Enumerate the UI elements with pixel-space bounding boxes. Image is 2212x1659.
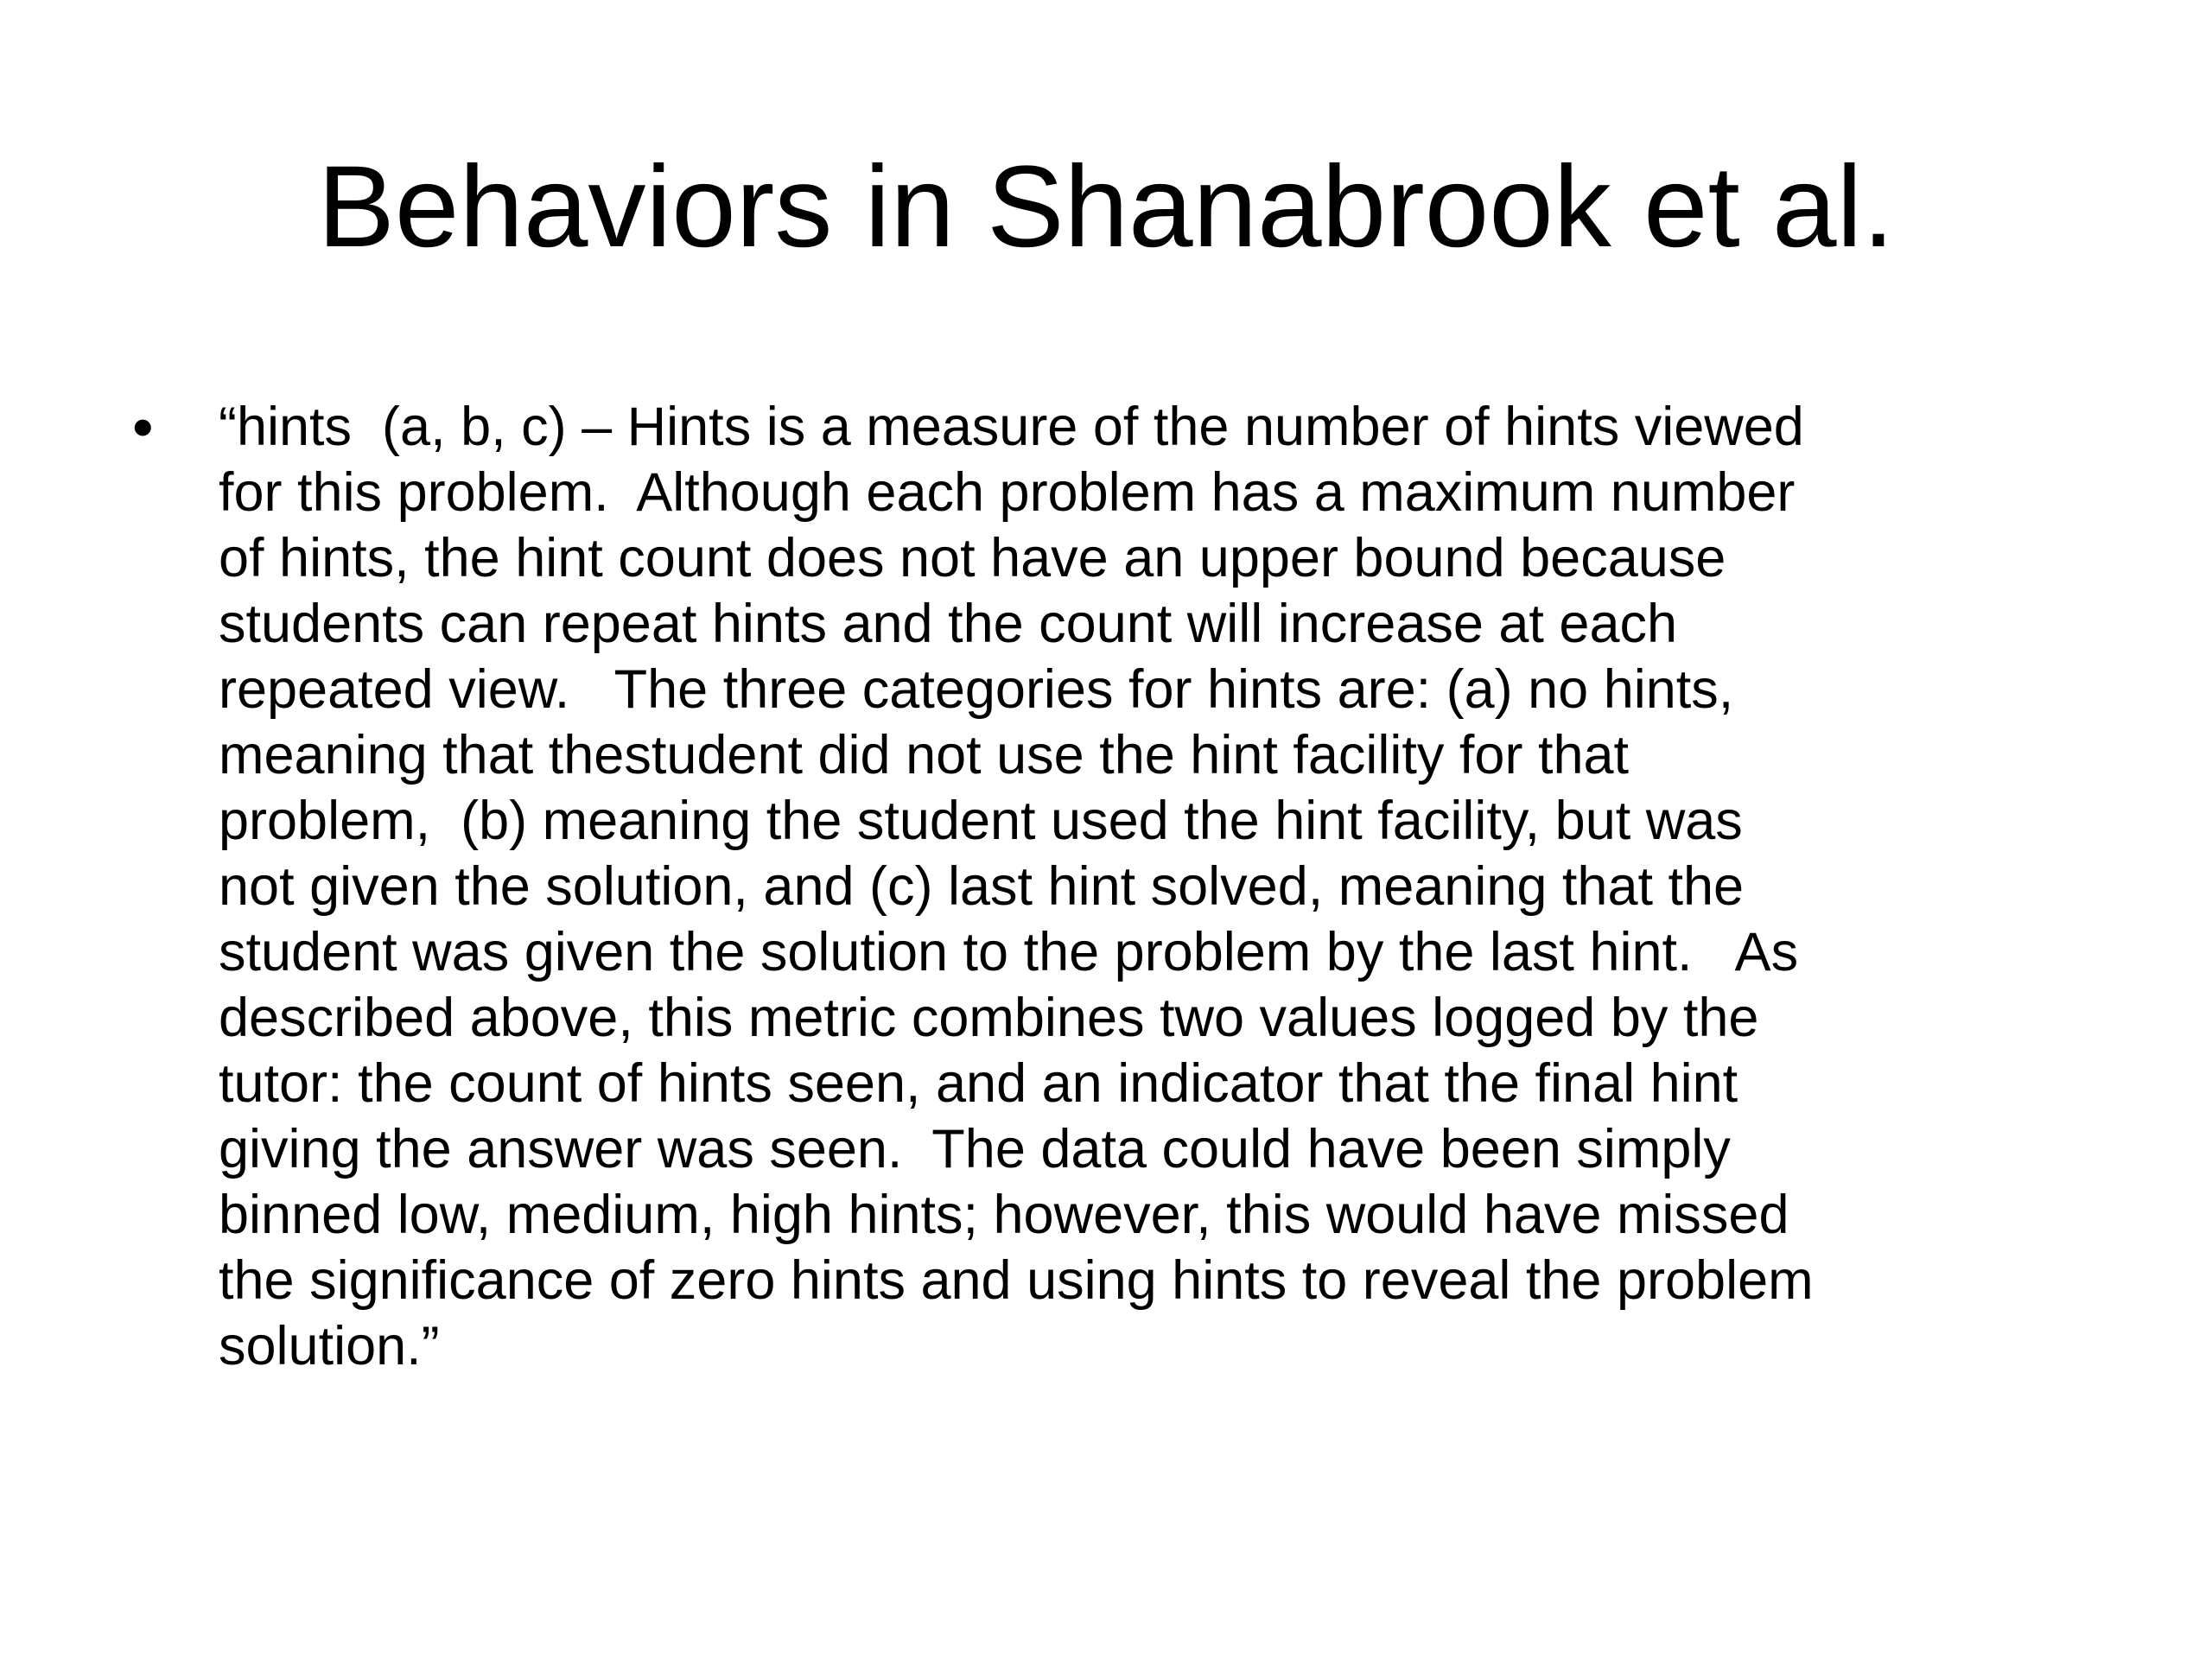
bullet-text-line: binned low, medium, high hints; however, this would have missed [219, 1185, 1789, 1245]
bullet-text-line: not given the solution, and (c) last hint solved, meaning that the [219, 856, 1745, 917]
bullet-text-line: problem, (b) meaning the student used the hint facility, but was [219, 791, 1743, 851]
bullet-text-line: giving the answer was seen. The data could have been simply [219, 1119, 1731, 1179]
bullet-text-line: meaning that thestudent did not use the hint facility for that [219, 725, 1630, 785]
bullet-item [125, 394, 2095, 1379]
bullet-text-line: of hints, the hint count does not have an upper bound because [219, 528, 1726, 588]
bullet-text-line: students can repeat hints and the count will increase at each [219, 594, 1678, 654]
bullet-text [219, 394, 2095, 1379]
bullet-text-line: described above, this metric combines two values logged by the [219, 988, 1759, 1048]
bullet-text-line: repeated view. The three categories for hints are: (a) no hints, [219, 659, 1734, 720]
bullet-text-line: solution.” [219, 1316, 440, 1376]
slide-title: Behaviors in Shanabrook et al. [317, 143, 1895, 271]
bullet-text-line: student was given the solution to the problem by the last hint. As [219, 922, 1799, 982]
bullet-list [125, 394, 2095, 1379]
bullet-text-line: “hints (a, b, c) – Hints is a measure of the number of hints viewed [219, 397, 1804, 457]
bullet-text-line: for this problem. Although each problem has a maximum number [219, 462, 1796, 523]
bullet-text-line: tutor: the count of hints seen, and an indicator that the final hint [219, 1053, 1738, 1114]
bullet-text-line: the significance of zero hints and using hints to reveal the problem [219, 1250, 1814, 1311]
bullet-dot-icon: • [132, 393, 154, 461]
